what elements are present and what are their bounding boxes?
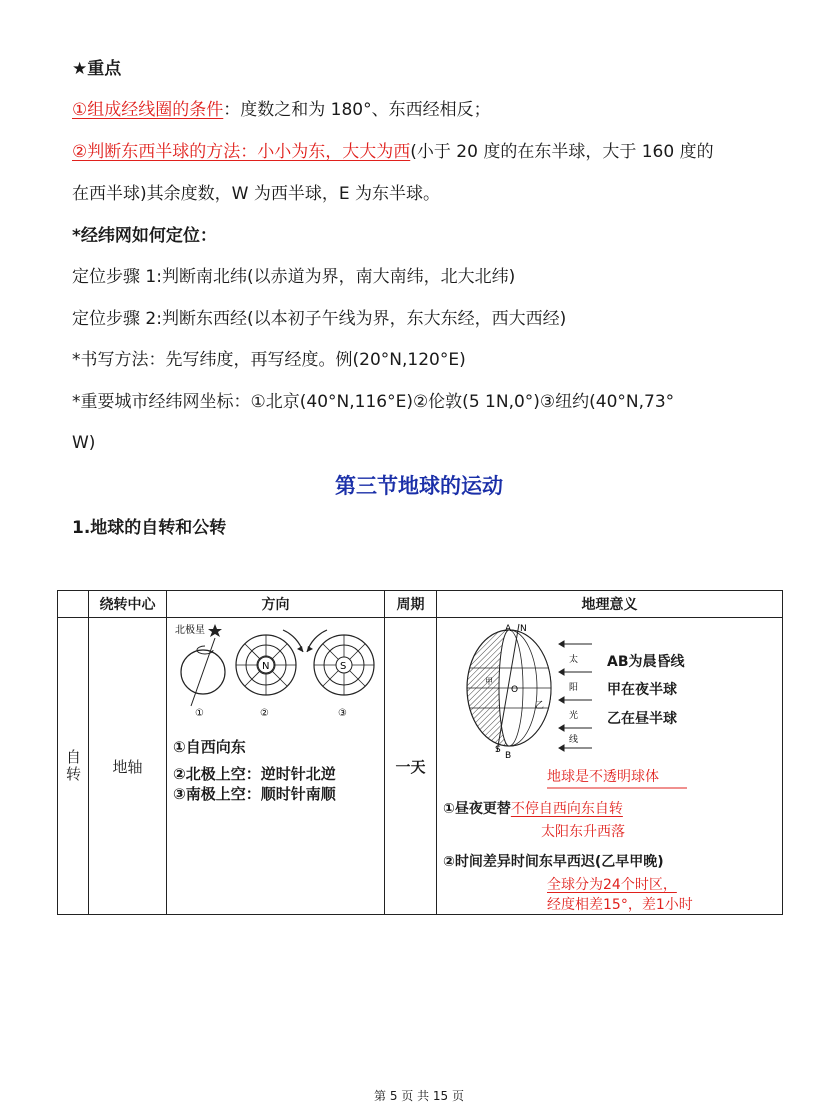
significance-2: [443, 851, 664, 871]
globe-label-a: A: [505, 624, 512, 634]
line-5: 定位步骤 1:判断南北纬(以赤道为界，南大南纬，北大北纬): [72, 267, 516, 287]
line-2-rest: (小于 20 度的在东半球，大于 160 度的: [410, 142, 714, 162]
line-7: *书写方法：先写纬度，再写经度。例(20°N,120°E): [72, 350, 466, 370]
north-pole-label: N: [262, 661, 270, 672]
rotation-direction-diagrams: [171, 620, 381, 720]
significance-2-note3: 经度相差15°，差1小时: [547, 897, 693, 913]
meaning-cell: [437, 618, 783, 915]
header-direction: 方向: [167, 591, 385, 618]
line-2: [72, 140, 714, 164]
direction-1: ①自西向东: [173, 738, 246, 756]
globe-label-s: S: [495, 745, 501, 755]
significance-2-note: 时间东早西迟(乙早甲晚): [510, 854, 664, 870]
line-1-red: ①组成经线圈的条件: [72, 100, 224, 120]
meaning-2: 甲在夜半球: [607, 682, 677, 698]
period-value: 一天: [395, 757, 426, 776]
day-night-globe-diagram: [457, 622, 607, 760]
sunlight-char-1: 太: [569, 655, 579, 665]
polaris-label: 北极星: [175, 625, 205, 636]
significance-2-note2: 全球分为24个时区，: [547, 877, 677, 893]
south-pole-label: S: [340, 661, 347, 672]
fig-number-1: ①: [195, 708, 204, 719]
north-pole-view-icon: [236, 630, 303, 695]
opaque-note: 地球是不透明球体: [547, 769, 659, 785]
globe-label-jia: 甲: [485, 677, 493, 686]
header-meaning: 地理意义: [437, 591, 783, 618]
center-cell: [89, 618, 167, 915]
line-1: [72, 98, 491, 122]
table-row: [58, 618, 783, 915]
globe-label-b: B: [505, 751, 512, 760]
globe-label-o: O: [511, 685, 519, 695]
row-label: [58, 618, 88, 914]
line-2-red: ②判断东西半球的方法：小小为东，大大为西: [72, 142, 411, 162]
direction-2: ②北极上空：逆时针北逆: [173, 765, 336, 783]
subsection-title: 1.地球的自转和公转: [72, 518, 227, 538]
direction-cell: [167, 618, 385, 915]
line-4-heading: *经纬网如何定位：: [72, 226, 217, 246]
opaque-underline: [547, 786, 697, 790]
page-footer: 第 5 页 共 15 页: [374, 1089, 464, 1103]
significance-1-note: 不停自西向东自转: [510, 801, 623, 817]
table-header-row: [58, 591, 783, 618]
significance-1-note2: 太阳东升西落: [541, 824, 625, 840]
sunlight-char-2: 阳: [569, 683, 579, 693]
star-icon: [208, 624, 222, 637]
globe-label-n: N: [520, 624, 527, 634]
period-cell: [385, 618, 437, 915]
line-8: *重要城市经纬网坐标：①北京(40°N,116°E)②伦敦(5 1N,0°)③纽约(40°N,73°: [72, 392, 675, 412]
direction-3: ③南极上空：顺时针南顺: [173, 785, 336, 803]
line-3: 在西半球)其余度数，W 为西半球，E 为东半球。: [72, 184, 440, 204]
meaning-1: AB为晨昏线: [607, 654, 685, 670]
line-1-rest: ：度数之和为 180°、东西经相反；: [223, 100, 491, 120]
center-value: 地轴: [112, 757, 143, 776]
meaning-3: 乙在昼半球: [607, 711, 677, 727]
significance-2-label: ②时间差异: [443, 854, 511, 870]
section-title: 第三节地球的运动: [335, 474, 503, 498]
earth-axis-line: [191, 638, 215, 706]
fig-number-2: ②: [260, 708, 269, 719]
significance-1: [443, 798, 623, 818]
sunlight-char-4: 线: [569, 735, 579, 745]
key-points-heading: ★重点: [72, 59, 122, 79]
sunlight-char-3: 光: [569, 711, 579, 721]
row-label-text: 自转: [64, 749, 82, 783]
header-period: 周期: [385, 591, 437, 618]
line-9: W): [72, 433, 96, 453]
row-label-cell: [58, 618, 89, 915]
globe-label-yi: 乙: [535, 701, 545, 711]
fig-number-3: ③: [338, 708, 347, 719]
line-6: 定位步骤 2:判断东西经(以本初子午线为界，东大东经，西大西经): [72, 309, 567, 329]
significance-1-label: ①昼夜更替: [443, 801, 511, 817]
rotation-table: [57, 590, 783, 915]
header-empty: [58, 591, 89, 618]
header-center: 绕转中心: [89, 591, 167, 618]
